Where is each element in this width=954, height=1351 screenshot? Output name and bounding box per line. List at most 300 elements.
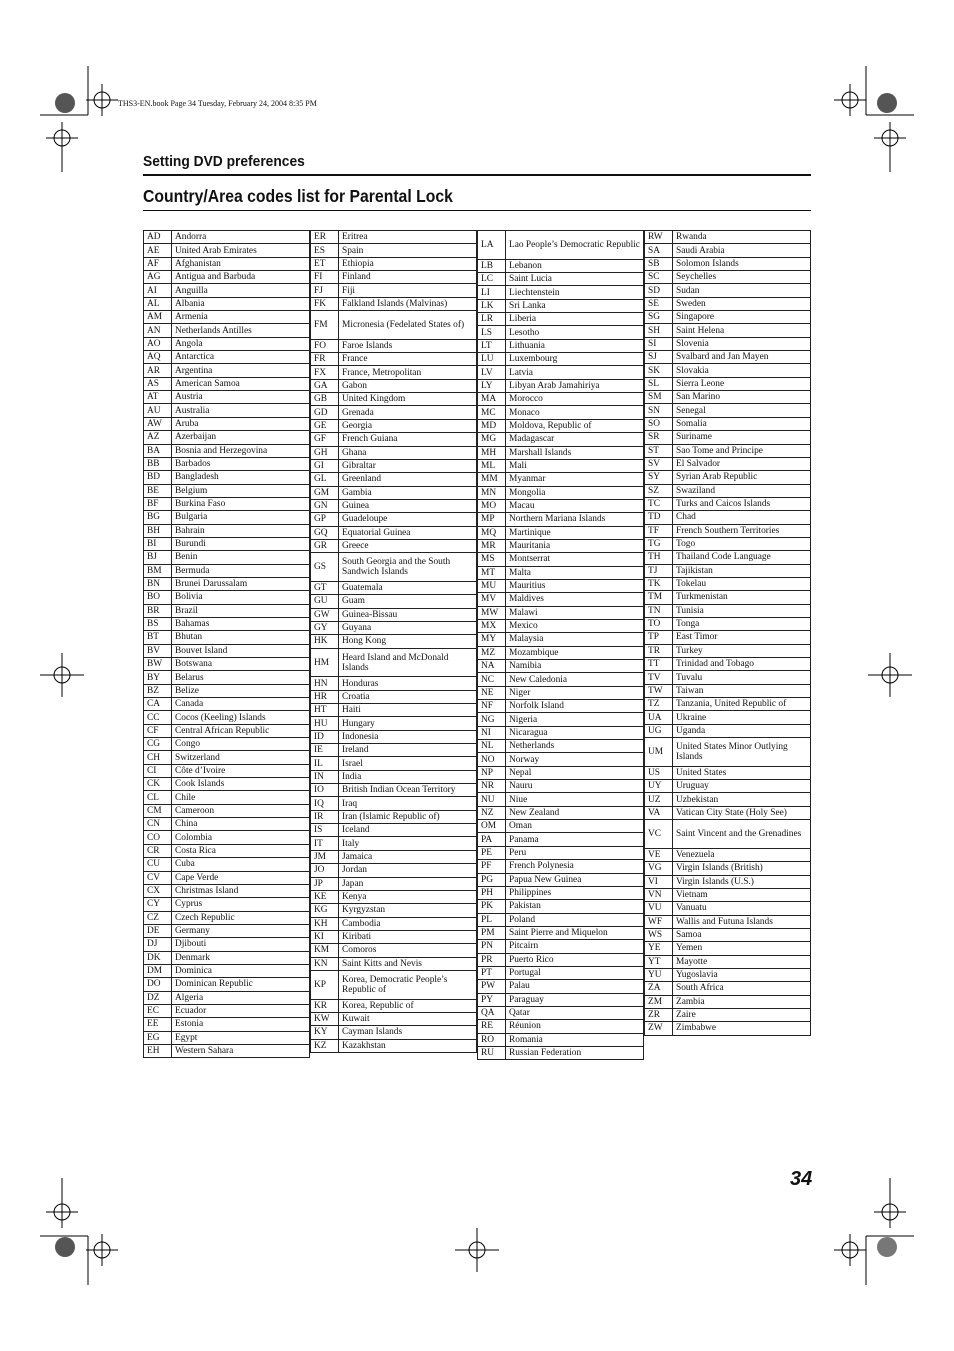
country-code: JP: [311, 877, 339, 890]
table-row: [311, 257, 477, 270]
country-name: Netherlands Antilles: [172, 324, 310, 337]
country-name: United States Minor Outlying Islands: [673, 738, 811, 767]
country-code: CC: [144, 711, 172, 724]
country-name: Heard Island and McDonald Islands: [339, 648, 477, 677]
country-name: Maldives: [506, 593, 644, 606]
country-code: TN: [645, 604, 673, 617]
table-row: [478, 459, 644, 472]
country-code: WF: [645, 915, 673, 928]
table-row: [478, 313, 644, 326]
country-code: BD: [144, 471, 172, 484]
table-row: [144, 698, 310, 711]
table-row: [144, 818, 310, 831]
country-name: Kenya: [339, 890, 477, 903]
country-name: Bolivia: [172, 591, 310, 604]
country-code: TK: [645, 577, 673, 590]
country-name: Sao Tome and Principe: [673, 444, 811, 457]
country-name: Thailand Code Language: [673, 551, 811, 564]
table-row: [311, 784, 477, 797]
table-row: [645, 311, 811, 324]
table-row: [478, 473, 644, 486]
country-code: LS: [478, 326, 506, 339]
country-name: Saint Pierre and Miquelon: [506, 926, 644, 939]
table-row: [478, 593, 644, 606]
country-code: PL: [478, 913, 506, 926]
country-name: Tuvalu: [673, 671, 811, 684]
country-code: MQ: [478, 526, 506, 539]
country-code: DO: [144, 978, 172, 991]
country-code: PF: [478, 860, 506, 873]
codes-column-3: [477, 230, 644, 1060]
country-name: Bulgaria: [172, 511, 310, 524]
country-code: AW: [144, 417, 172, 430]
country-code: MA: [478, 393, 506, 406]
country-code: CK: [144, 778, 172, 791]
country-code: KM: [311, 944, 339, 957]
table-row: [311, 864, 477, 877]
country-code: TT: [645, 658, 673, 671]
table-row: [311, 406, 477, 419]
country-name: Dominican Republic: [172, 978, 310, 991]
codes-column-4: [644, 230, 811, 1036]
table-row: [311, 850, 477, 863]
country-code: EG: [144, 1031, 172, 1044]
table-row: [645, 551, 811, 564]
country-code: SB: [645, 257, 673, 270]
country-name: Turkmenistan: [673, 591, 811, 604]
country-name: East Timor: [673, 631, 811, 644]
country-name: China: [172, 818, 310, 831]
country-name: Croatia: [339, 690, 477, 703]
country-code: GN: [311, 499, 339, 512]
country-code: SA: [645, 244, 673, 257]
country-code: FI: [311, 271, 339, 284]
country-code: CU: [144, 858, 172, 871]
country-name: Sweden: [673, 297, 811, 310]
country-name: Australia: [172, 404, 310, 417]
table-row: [478, 393, 644, 406]
country-code: KE: [311, 890, 339, 903]
table-row: [478, 566, 644, 579]
table-row: [311, 837, 477, 850]
table-row: [144, 551, 310, 564]
country-code: MV: [478, 593, 506, 606]
country-name: Belize: [172, 684, 310, 697]
country-name: Zimbabwe: [673, 1022, 811, 1035]
table-row: [144, 684, 310, 697]
country-code: SO: [645, 417, 673, 430]
country-code: FK: [311, 297, 339, 310]
country-code: SH: [645, 324, 673, 337]
country-name: Iran (Islamic Republic of): [339, 810, 477, 823]
table-row: [645, 484, 811, 497]
country-name: Cocos (Keeling) Islands: [172, 711, 310, 724]
country-name: Albania: [172, 297, 310, 310]
country-name: Cuba: [172, 858, 310, 871]
country-code: NR: [478, 780, 506, 793]
country-name: Somalia: [673, 417, 811, 430]
table-row: [144, 844, 310, 857]
table-row: [311, 284, 477, 297]
table-row: [311, 917, 477, 930]
country-code: RU: [478, 1046, 506, 1059]
country-code: BB: [144, 457, 172, 470]
country-code: AS: [144, 377, 172, 390]
table-row: [645, 337, 811, 350]
codes-table-1: [144, 231, 310, 1058]
table-row: [478, 619, 644, 632]
table-row: [144, 337, 310, 350]
country-code: ZR: [645, 1008, 673, 1021]
country-name: Western Sahara: [172, 1044, 310, 1057]
table-row: [645, 766, 811, 779]
table-row: [311, 393, 477, 406]
country-name: British Indian Ocean Territory: [339, 784, 477, 797]
page-number: 34: [790, 1168, 813, 1190]
table-row: [144, 391, 310, 404]
country-name: Uruguay: [673, 780, 811, 793]
country-name: Guadeloupe: [339, 513, 477, 526]
country-name: France: [339, 353, 477, 366]
table-row: [311, 824, 477, 837]
table-row: [645, 537, 811, 550]
table-row: [311, 730, 477, 743]
country-name: Slovakia: [673, 364, 811, 377]
table-row: [144, 871, 310, 884]
country-code: GR: [311, 539, 339, 552]
country-name: Aruba: [172, 417, 310, 430]
country-name: Canada: [172, 698, 310, 711]
table-row: [144, 711, 310, 724]
table-row: [311, 595, 477, 608]
country-name: Seychelles: [673, 271, 811, 284]
table-row: [311, 1012, 477, 1025]
table-row: [645, 524, 811, 537]
country-name: Iceland: [339, 824, 477, 837]
country-name: El Salvador: [673, 457, 811, 470]
table-row: [144, 898, 310, 911]
country-name: Chile: [172, 791, 310, 804]
country-name: Argentina: [172, 364, 310, 377]
country-name: Bahamas: [172, 617, 310, 630]
country-name: Comoros: [339, 944, 477, 957]
country-name: Zambia: [673, 995, 811, 1008]
table-row: [645, 724, 811, 737]
country-code: SY: [645, 471, 673, 484]
table-row: [144, 484, 310, 497]
country-name: Norway: [506, 753, 644, 766]
country-code: TO: [645, 617, 673, 630]
country-name: Virgin Islands (British): [673, 862, 811, 875]
country-name: Saint Helena: [673, 324, 811, 337]
country-code: SD: [645, 284, 673, 297]
country-code: GB: [311, 393, 339, 406]
table-row: [311, 513, 477, 526]
country-code: TF: [645, 524, 673, 537]
country-code: KW: [311, 1012, 339, 1025]
country-code: HM: [311, 648, 339, 677]
country-name: Hong Kong: [339, 635, 477, 648]
country-name: Saudi Arabia: [673, 244, 811, 257]
country-name: United Kingdom: [339, 393, 477, 406]
country-code: DZ: [144, 991, 172, 1004]
country-name: Gibraltar: [339, 459, 477, 472]
table-row: [478, 673, 644, 686]
country-code: NU: [478, 793, 506, 806]
country-code: SV: [645, 457, 673, 470]
table-row: [645, 257, 811, 270]
country-name: Kiribati: [339, 930, 477, 943]
country-code: YU: [645, 968, 673, 981]
table-row: [144, 951, 310, 964]
country-name: Equatorial Guinea: [339, 526, 477, 539]
country-name: Vietnam: [673, 888, 811, 901]
country-name: Cameroon: [172, 804, 310, 817]
country-code: LC: [478, 273, 506, 286]
country-code: CZ: [144, 911, 172, 924]
table-row: [478, 273, 644, 286]
heading-rule: [143, 210, 811, 211]
country-name: Jordan: [339, 864, 477, 877]
country-name: Solomon Islands: [673, 257, 811, 270]
country-name: Dominica: [172, 964, 310, 977]
table-row: [144, 271, 310, 284]
table-row: [144, 978, 310, 991]
country-name: Gambia: [339, 486, 477, 499]
table-row: [144, 791, 310, 804]
country-code: VC: [645, 820, 673, 849]
country-name: Cambodia: [339, 917, 477, 930]
country-name: Brunei Darussalam: [172, 577, 310, 590]
country-code: PG: [478, 873, 506, 886]
table-row: [645, 404, 811, 417]
table-row: [311, 957, 477, 970]
codes-table-3: [478, 231, 644, 1060]
country-name: Niger: [506, 686, 644, 699]
country-code: SK: [645, 364, 673, 377]
country-name: Faroe Islands: [339, 339, 477, 352]
country-name: Afghanistan: [172, 257, 310, 270]
country-code: LK: [478, 299, 506, 312]
country-name: India: [339, 770, 477, 783]
country-code: MC: [478, 406, 506, 419]
country-name: Antigua and Barbuda: [172, 271, 310, 284]
country-name: Pitcairn: [506, 940, 644, 953]
country-code: CY: [144, 898, 172, 911]
country-name: Saint Lucia: [506, 273, 644, 286]
country-code: BJ: [144, 551, 172, 564]
country-code: OM: [478, 820, 506, 833]
table-row: [478, 820, 644, 833]
country-code: PN: [478, 940, 506, 953]
country-code: ST: [645, 444, 673, 457]
table-row: [478, 526, 644, 539]
country-code: BR: [144, 604, 172, 617]
country-code: EE: [144, 1018, 172, 1031]
country-code: PW: [478, 980, 506, 993]
table-row: [478, 366, 644, 379]
table-row: [645, 820, 811, 849]
country-name: Sri Lanka: [506, 299, 644, 312]
table-row: [478, 339, 644, 352]
country-name: Bangladesh: [172, 471, 310, 484]
country-name: Venezuela: [673, 848, 811, 861]
table-row: [645, 591, 811, 604]
table-row: [478, 433, 644, 446]
table-row: [311, 339, 477, 352]
country-name: Liberia: [506, 313, 644, 326]
codes-table-4: [645, 231, 811, 1036]
table-row: [144, 671, 310, 684]
country-code: BS: [144, 617, 172, 630]
country-code: KR: [311, 999, 339, 1012]
country-name: Korea, Republic of: [339, 999, 477, 1012]
country-name: Lebanon: [506, 259, 644, 272]
country-code: AE: [144, 244, 172, 257]
country-code: BM: [144, 564, 172, 577]
country-name: Algeria: [172, 991, 310, 1004]
country-code: AL: [144, 297, 172, 310]
country-code: VN: [645, 888, 673, 901]
table-row: [144, 444, 310, 457]
country-name: Poland: [506, 913, 644, 926]
table-row: [144, 364, 310, 377]
country-name: Turks and Caicos Islands: [673, 497, 811, 510]
country-code: BO: [144, 591, 172, 604]
country-code: TW: [645, 684, 673, 697]
country-name: Georgia: [339, 419, 477, 432]
table-row: [478, 833, 644, 846]
country-code: LY: [478, 379, 506, 392]
country-name: United States: [673, 766, 811, 779]
country-code: KH: [311, 917, 339, 930]
country-code: MU: [478, 579, 506, 592]
table-row: [478, 993, 644, 1006]
country-name: Morocco: [506, 393, 644, 406]
country-name: Eritrea: [339, 231, 477, 244]
table-row: [478, 873, 644, 886]
country-name: Palau: [506, 980, 644, 993]
country-code: ML: [478, 459, 506, 472]
table-row: [478, 913, 644, 926]
country-name: Burkina Faso: [172, 497, 310, 510]
country-code: ZA: [645, 982, 673, 995]
country-name: Andorra: [172, 231, 310, 244]
country-code: GM: [311, 486, 339, 499]
table-row: [311, 999, 477, 1012]
table-row: [144, 604, 310, 617]
country-name: Tonga: [673, 617, 811, 630]
table-row: [311, 379, 477, 392]
table-row: [311, 717, 477, 730]
country-name: Chad: [673, 511, 811, 524]
country-code: AU: [144, 404, 172, 417]
table-row: [144, 991, 310, 1004]
country-code: SG: [645, 311, 673, 324]
country-name: Ecuador: [172, 1004, 310, 1017]
country-code: MS: [478, 553, 506, 566]
country-code: NL: [478, 740, 506, 753]
country-name: Mozambique: [506, 646, 644, 659]
country-code: LT: [478, 339, 506, 352]
table-row: [144, 658, 310, 671]
table-row: [311, 581, 477, 594]
country-code: BW: [144, 658, 172, 671]
country-code: PT: [478, 966, 506, 979]
section-rule: [143, 174, 811, 176]
country-name: Ethiopia: [339, 257, 477, 270]
country-code: NG: [478, 713, 506, 726]
table-row: [144, 311, 310, 324]
table-row: [144, 524, 310, 537]
country-code: UM: [645, 738, 673, 767]
table-row: [144, 404, 310, 417]
country-name: Belarus: [172, 671, 310, 684]
table-row: [645, 457, 811, 470]
country-name: Papua New Guinea: [506, 873, 644, 886]
table-row: [645, 564, 811, 577]
table-row: [478, 231, 644, 260]
table-row: [144, 778, 310, 791]
table-row: [144, 858, 310, 871]
table-row: [478, 1033, 644, 1046]
country-code: IS: [311, 824, 339, 837]
table-row: [311, 433, 477, 446]
country-name: Guinea: [339, 499, 477, 512]
codes-column-1: [143, 230, 310, 1058]
country-code: LA: [478, 231, 506, 260]
country-name: Martinique: [506, 526, 644, 539]
country-code: ER: [311, 231, 339, 244]
country-name: Peru: [506, 846, 644, 859]
table-row: [144, 1031, 310, 1044]
country-code: PH: [478, 886, 506, 899]
table-row: [311, 1039, 477, 1052]
country-code: US: [645, 766, 673, 779]
country-name: Germany: [172, 924, 310, 937]
table-row: [478, 446, 644, 459]
table-row: [478, 499, 644, 512]
table-row: [144, 617, 310, 630]
country-name: Oman: [506, 820, 644, 833]
country-name: Vanuatu: [673, 902, 811, 915]
table-row: [645, 351, 811, 364]
country-name: Togo: [673, 537, 811, 550]
country-code: LI: [478, 286, 506, 299]
country-code: KN: [311, 957, 339, 970]
country-name: Guatemala: [339, 581, 477, 594]
country-name: Armenia: [172, 311, 310, 324]
table-row: [144, 377, 310, 390]
page-heading: Country/Area codes list for Parental Lock: [143, 186, 453, 206]
country-name: Virgin Islands (U.S.): [673, 875, 811, 888]
table-row: [478, 539, 644, 552]
country-code: SE: [645, 297, 673, 310]
country-code: TV: [645, 671, 673, 684]
country-name: Austria: [172, 391, 310, 404]
country-name: Cyprus: [172, 898, 310, 911]
country-name: Mongolia: [506, 486, 644, 499]
country-name: Pakistan: [506, 900, 644, 913]
country-code: SZ: [645, 484, 673, 497]
country-name: Mauritania: [506, 539, 644, 552]
table-row: [645, 497, 811, 510]
country-code: SN: [645, 404, 673, 417]
country-code: BY: [144, 671, 172, 684]
table-row: [645, 244, 811, 257]
table-row: [478, 846, 644, 859]
table-row: [645, 617, 811, 630]
